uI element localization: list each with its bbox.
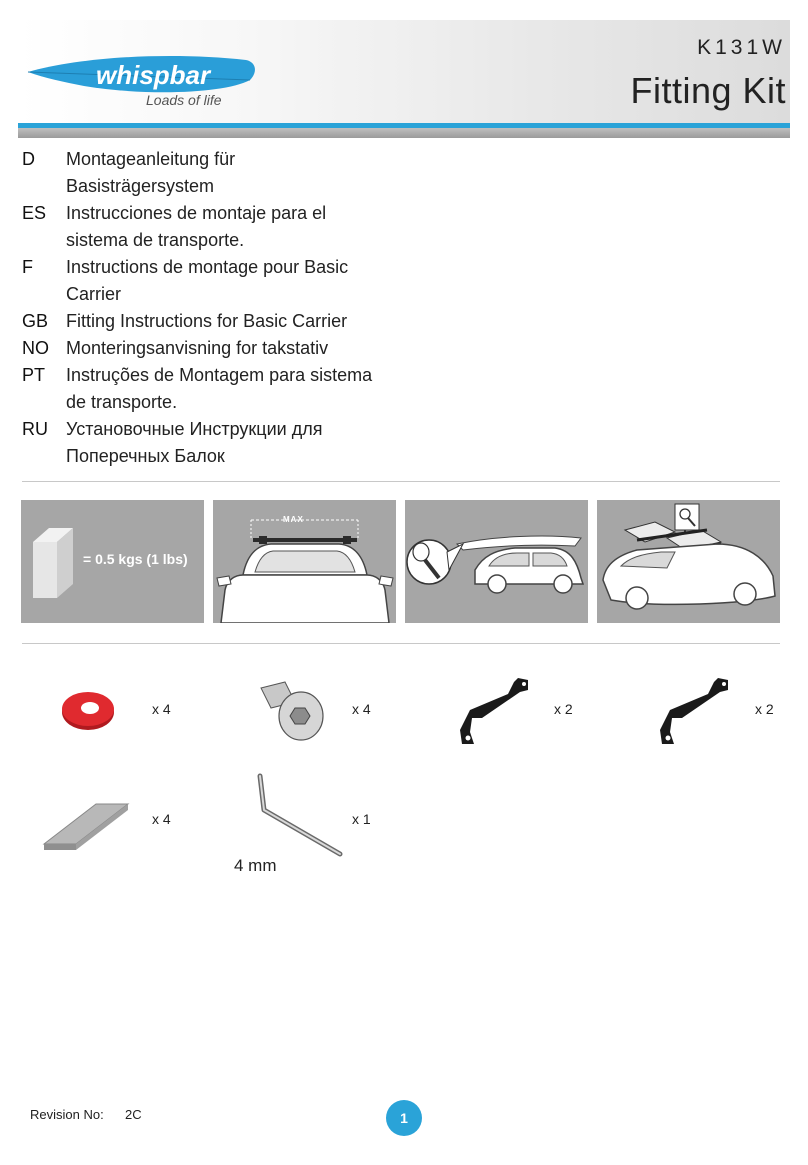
language-text: Установочные Инструкции для Поперечных Балок: [66, 419, 323, 466]
page-title: Fitting Kit: [630, 70, 786, 111]
language-row: [22, 200, 382, 254]
side-load-panel: [405, 500, 588, 623]
language-code: PT: [22, 365, 46, 385]
qty-bracket-left: x 2: [554, 701, 573, 717]
rubber-pad-icon: [40, 800, 132, 852]
language-list: [22, 146, 382, 470]
language-code: RU: [22, 419, 48, 439]
divider: [22, 643, 780, 644]
whispbar-logo: [24, 50, 264, 110]
kit-code: K131W: [697, 36, 786, 59]
qty-allen-key: x 1: [352, 811, 371, 827]
divider: [22, 481, 780, 482]
language-text: Fitting Instructions for Basic Carrier: [66, 311, 348, 331]
weight-panel: [21, 500, 204, 623]
brand-name: whispbar: [96, 60, 211, 90]
car-side-load-icon: [405, 500, 588, 623]
language-row: [22, 362, 382, 416]
car-front-max-icon: [213, 500, 396, 623]
allen-key-icon: [252, 770, 348, 862]
page-number-badge: 1: [386, 1100, 422, 1136]
max-label: MAX: [283, 515, 304, 524]
language-row: [22, 416, 382, 470]
language-text: Monteringsanvisning for takstativ: [66, 338, 329, 358]
qty-rubber-pad: x 4: [152, 811, 171, 827]
max-panel: [213, 500, 396, 623]
roof-pads-panel: [597, 500, 780, 623]
header-grey-stripe: [18, 128, 790, 138]
qty-red-washer: x 4: [152, 701, 171, 717]
bolt-icon: [255, 678, 327, 742]
language-text: Instructions de montage pour Basic Carrier: [66, 257, 349, 304]
language-code: GB: [22, 311, 49, 331]
qty-bolt: x 4: [352, 701, 371, 717]
bracket-right-icon: [648, 674, 732, 748]
weight-text: = 0.5 kgs (1 lbs): [83, 551, 188, 567]
language-row: [22, 335, 382, 362]
car-roof-pads-icon: [597, 500, 780, 623]
qty-bracket-right: x 2: [755, 701, 774, 717]
language-code: ES: [22, 203, 47, 223]
language-text: Instrucciones de montaje para el sistema de transporte.: [66, 203, 327, 250]
revision-label: Revision No:: [30, 1107, 104, 1122]
language-code: NO: [22, 338, 49, 358]
red-washer-icon: [60, 688, 116, 732]
language-text: Montageanleitung für Basisträgersystem: [66, 149, 236, 196]
language-row: [22, 254, 382, 308]
language-code: D: [22, 149, 35, 169]
allen-key-size: 4 mm: [234, 856, 277, 875]
language-row: [22, 146, 382, 200]
language-code: F: [22, 257, 33, 277]
bracket-left-icon: [448, 674, 532, 748]
tagline: Loads of life: [146, 92, 222, 108]
language-row: [22, 308, 382, 335]
language-text: Instruções de Montagem para sistema de transporte.: [66, 365, 373, 412]
header: [18, 20, 790, 138]
revision-value: 2C: [125, 1107, 142, 1122]
